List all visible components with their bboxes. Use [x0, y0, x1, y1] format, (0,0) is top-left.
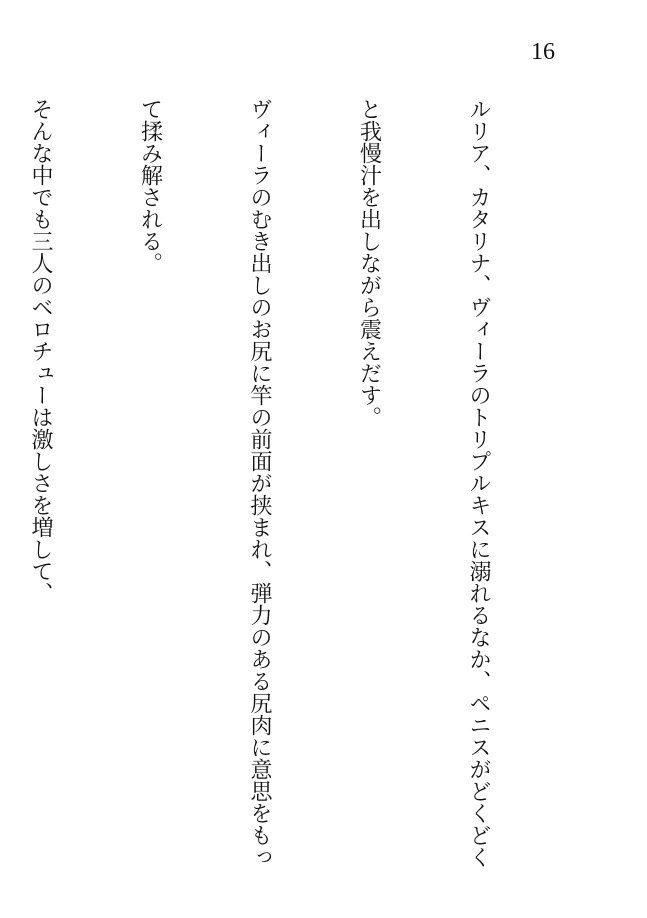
- page-number: 16: [531, 39, 555, 65]
- body-text: [28, 98, 569, 868]
- text-line: そんな中でも三人のベロチューは激しさを増して、: [28, 98, 53, 604]
- text-line: ヴィーラのむき出しのお尻に竿の前面が挟まれ、弾力のある尻肉に意思をもっ: [247, 98, 272, 868]
- text-line: て揉み解される。: [137, 98, 163, 274]
- text-line: と我慢汁を出しながら震えだす。: [356, 98, 382, 428]
- text-line: ルリア、カタリナ、ヴィーラのトリプルキスに溺れるなか、ペニスがどくどく: [466, 98, 491, 868]
